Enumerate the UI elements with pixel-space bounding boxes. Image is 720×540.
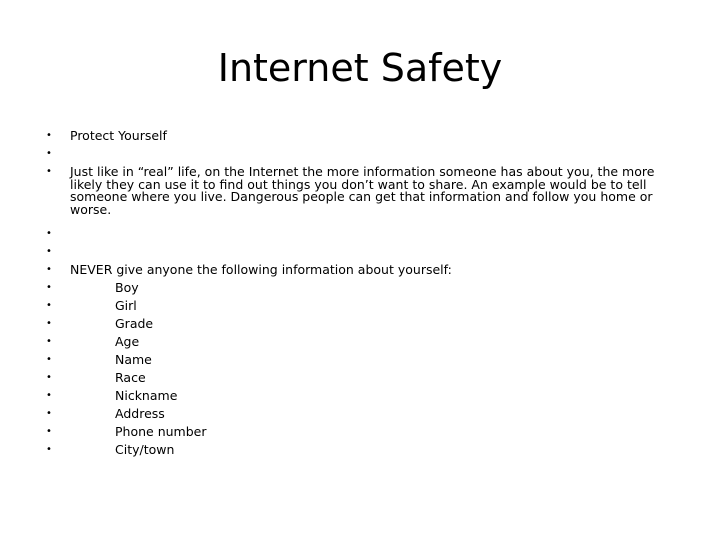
info-item: City/town [115, 442, 175, 457]
bullet-marker: • [46, 264, 52, 275]
bullet-marker: • [46, 228, 52, 239]
bullet-marker: • [46, 444, 52, 455]
bullet-marker: • [46, 336, 52, 347]
bullet-marker: • [46, 246, 52, 257]
info-item: Girl [115, 298, 137, 313]
bullet-marker: • [46, 166, 52, 177]
bullet-marker: • [46, 390, 52, 401]
bullet-marker: • [46, 282, 52, 293]
info-item: Race [115, 370, 146, 385]
bullet-marker: • [46, 354, 52, 365]
bullet-marker: • [46, 130, 52, 141]
bullet-text: Protect Yourself [70, 128, 167, 143]
info-item: Nickname [115, 388, 178, 403]
bullet-text: NEVER give anyone the following information about yourself: [70, 262, 452, 277]
info-item: Grade [115, 316, 154, 331]
slide-title: Internet Safety [217, 46, 503, 90]
bullet-marker: • [46, 426, 52, 437]
info-item: Phone number [115, 424, 207, 439]
info-item: Name [115, 352, 152, 367]
info-item: Boy [115, 280, 139, 295]
bullet-marker: • [46, 148, 52, 159]
bullet-marker: • [46, 408, 52, 419]
bullet-paragraph: Just like in “real” life, on the Internet the more information someone has about you, the more likely they can use it to find out things you don’t want to share. An example would be to tell someone where you live. Dangerous people can get that information and follow you home or worse. [70, 164, 655, 217]
bullet-marker: • [46, 300, 52, 311]
bullet-marker: • [46, 318, 52, 329]
info-item: Address [115, 406, 165, 421]
info-item: Age [115, 334, 140, 349]
bullet-marker: • [46, 372, 52, 383]
